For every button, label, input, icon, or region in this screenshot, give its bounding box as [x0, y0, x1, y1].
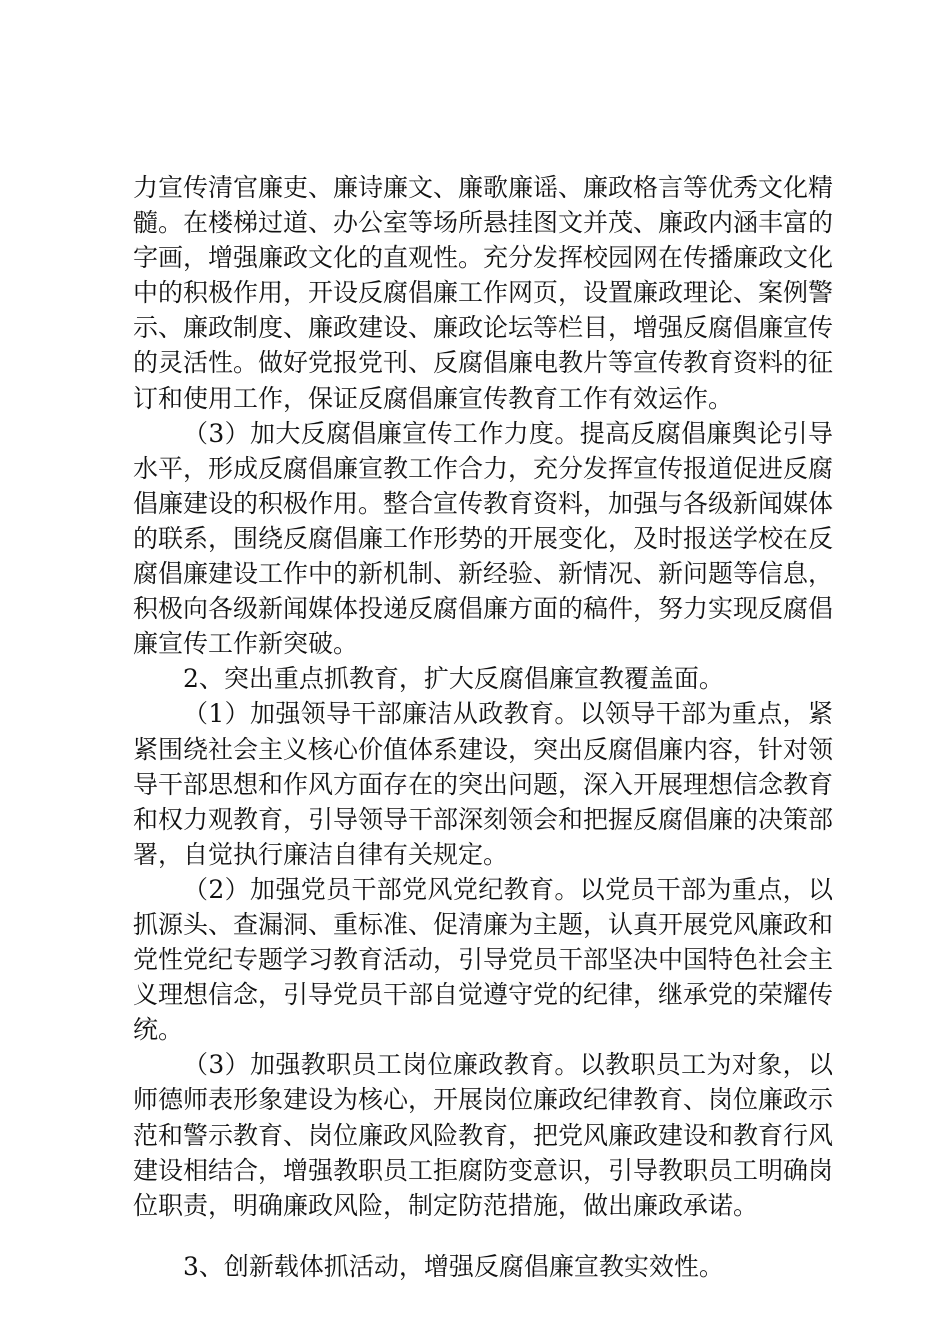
- paragraph-continuation: 力宣传清官廉吏、廉诗廉文、廉歌廉谣、廉政格言等优秀文化精髓。在楼梯过道、办公室等场所悬挂图文并茂、廉政内涵丰富的字画，增强廉政文化的直观性。充分发挥校园网在传播廉政文化中的积极作用，开设反腐倡廉工作网页，设置廉政理论、案例警示、廉政制度、廉政建设、廉政论坛等栏目，增强反腐倡廉宣传的灵活性。做好党报党刊、反腐倡廉电教片等宣传教育资料的征订和使用工作，保证反腐倡廉宣传教育工作有效运作。: [133, 173, 834, 413]
- paragraph-item-3-staff: （3）加强教职员工岗位廉政教育。以教职员工为对象，以师德师表形象建设为核心，开展岗位廉政纪律教育、岗位廉政示范和警示教育、岗位廉政风险教育，把党风廉政建设和教育行风建设相结合，增强教职员工拒腐防变意识，引导教职员工明确岗位职责，明确廉政风险，制定防范措施，做出廉政承诺。: [133, 1050, 834, 1220]
- document-body: [133, 170, 833, 1284]
- paragraph-item-2-party-members: （2）加强党员干部党风党纪教育。以党员干部为重点，以抓源头、查漏洞、重标准、促清廉为主题，认真开展党风廉政和党性党纪专题学习教育活动，引导党员干部坚决中国特色社会主义理想信念，引导党员干部自觉遵守党的纪律，继承党的荣耀传统。: [133, 874, 834, 1045]
- section-heading-3: 3、创新载体抓活动，增强反腐倡廉宣教实效性。: [183, 1251, 724, 1281]
- paragraph-item-3-publicity: （3）加大反腐倡廉宣传工作力度。提高反腐倡廉舆论引导水平，形成反腐倡廉宣教工作合力，充分发挥宣传报道促进反腐倡廉建设的积极作用。整合宣传教育资料，加强与各级新闻媒体的联系，围绕反腐倡廉工作形势的开展变化，及时报送学校在反腐倡廉建设工作中的新机制、新经验、新情况、新问题等信息，积极向各级新闻媒体投递反腐倡廉方面的稿件，努力实现反腐倡廉宣传工作新突破。: [133, 418, 834, 659]
- section-heading-2: 2、突出重点抓教育，扩大反腐倡廉宣教覆盖面。: [183, 664, 724, 694]
- paragraph-item-1-leaders: （1）加强领导干部廉洁从政教育。以领导干部为重点，紧紧围绕社会主义核心价值体系建设，突出反腐倡廉内容，针对领导干部思想和作风方面存在的突出问题，深入开展理想信念教育和权力观教育，引导领导干部深刻领会和把握反腐倡廉的决策部署，自觉执行廉洁自律有关规定。: [133, 699, 834, 869]
